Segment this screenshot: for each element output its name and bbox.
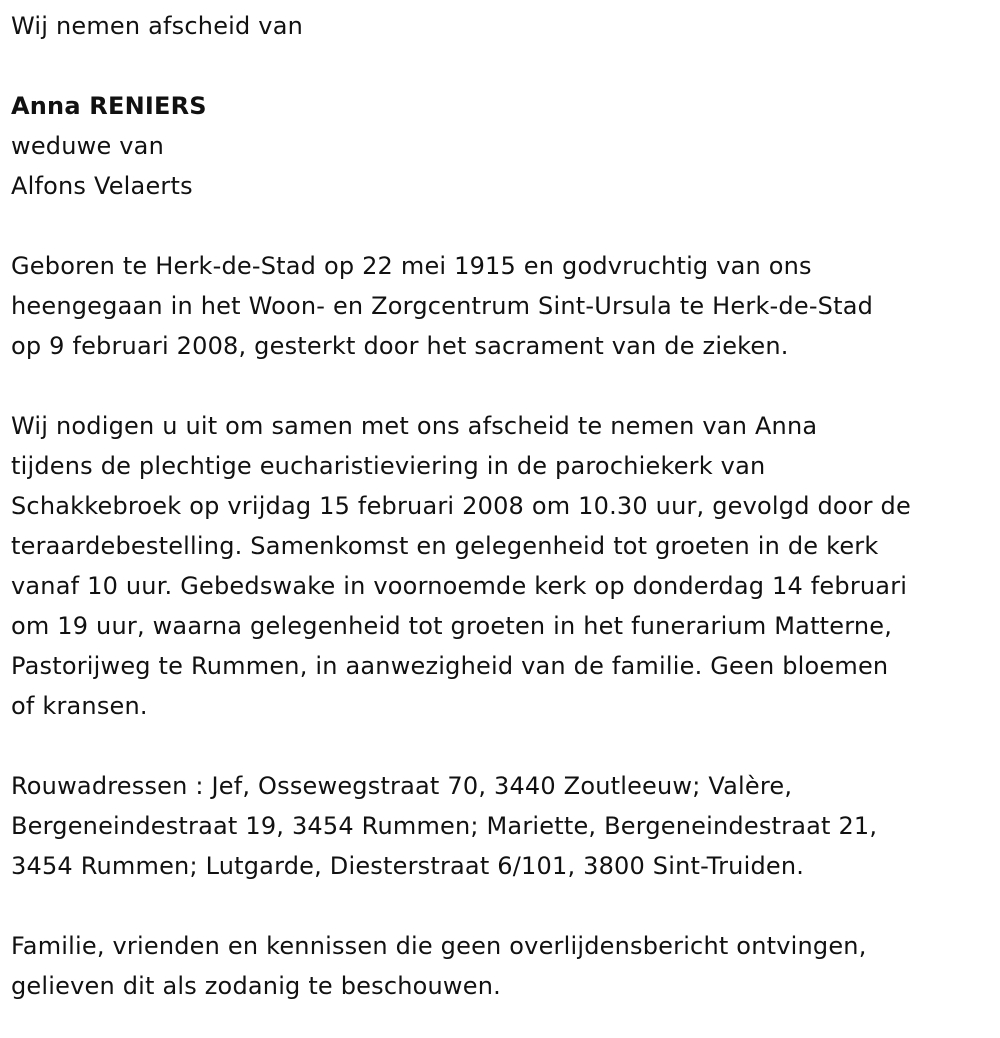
relation-line: weduwe van	[11, 132, 164, 160]
paragraph-line: Bergeneindestraat 19, 3454 Rummen; Mariette, Bergeneindestraat 21,	[11, 812, 878, 840]
addresses-paragraph	[11, 766, 991, 886]
paragraph-line: om 19 uur, waarna gelegenheid tot groeten in het funerarium Matterne,	[11, 612, 893, 640]
paragraph-line: Rouwadressen : Jef, Ossewegstraat 70, 3440 Zoutleeuw; Valère,	[11, 772, 793, 800]
closing-paragraph	[11, 926, 991, 1006]
paragraph-line: tijdens de plechtige eucharistieviering in de parochiekerk van	[11, 452, 766, 480]
paragraph-line: Wij nodigen u uit om samen met ons afscheid te nemen van Anna	[11, 412, 818, 440]
birth-death-paragraph	[11, 246, 991, 366]
paragraph-line: Pastorijweg te Rummen, in aanwezigheid van de familie. Geen bloemen	[11, 652, 889, 680]
paragraph-line: vanaf 10 uur. Gebedswake in voornoemde kerk op donderdag 14 februari	[11, 572, 908, 600]
paragraph-line: heengegaan in het Woon- en Zorgcentrum Sint-Ursula te Herk-de-Stad	[11, 292, 874, 320]
paragraph-line: of kransen.	[11, 692, 148, 720]
death-notice	[11, 0, 991, 1006]
paragraph-line: gelieven dit als zodanig te beschouwen.	[11, 972, 501, 1000]
paragraph-line: 3454 Rummen; Lutgarde, Diesterstraat 6/101, 3800 Sint-Truiden.	[11, 852, 805, 880]
intro-line: Wij nemen afscheid van	[11, 12, 304, 40]
paragraph-line: Familie, vrienden en kennissen die geen overlijdensbericht ontvingen,	[11, 932, 867, 960]
paragraph-line: Geboren te Herk-de-Stad op 22 mei 1915 en godvruchtig van ons	[11, 252, 812, 280]
paragraph-line: teraardebestelling. Samenkomst en gelegenheid tot groeten in de kerk	[11, 532, 879, 560]
spouse-name: Alfons Velaerts	[11, 172, 193, 200]
paragraph-line: Schakkebroek op vrijdag 15 februari 2008 om 10.30 uur, gevolgd door de	[11, 492, 911, 520]
paragraph-line: op 9 februari 2008, gesterkt door het sacrament van de zieken.	[11, 332, 789, 360]
deceased-name: Anna RENIERS	[11, 92, 207, 120]
invitation-paragraph	[11, 406, 991, 726]
